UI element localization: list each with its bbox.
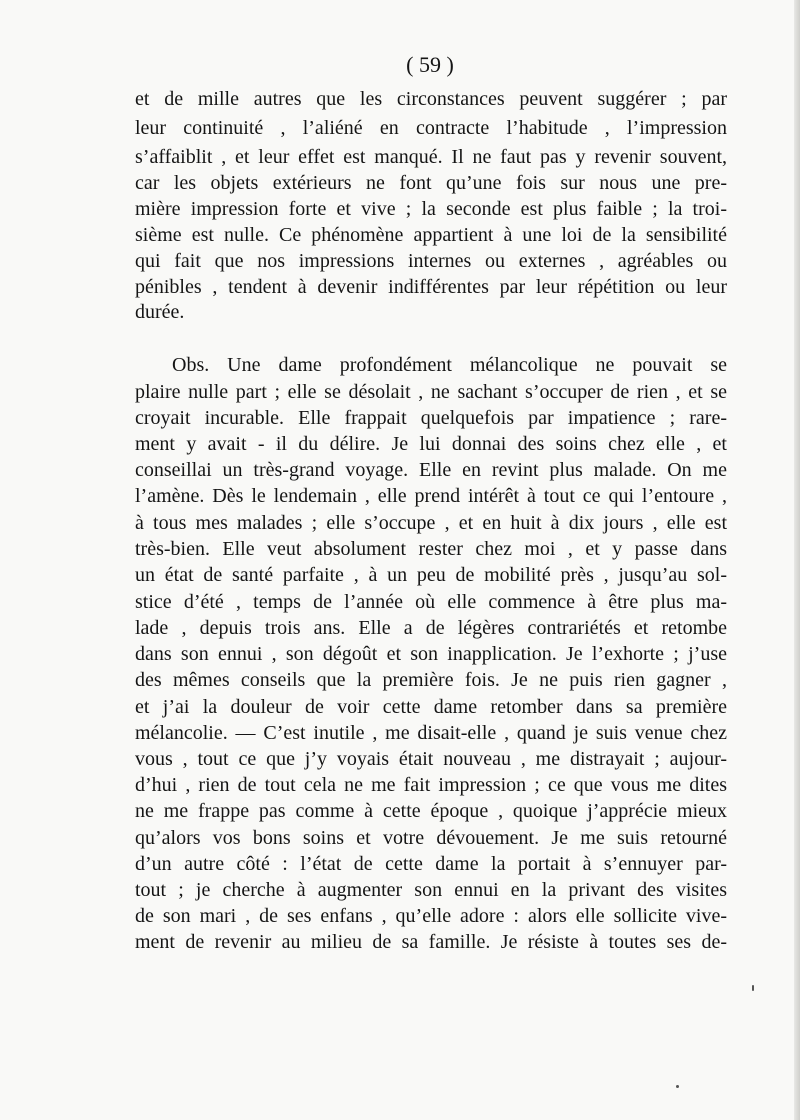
- paragraph-2-line: très-bien. Elle veut absolument rester chez moi , et y passe dans: [135, 538, 727, 560]
- paragraph-2-line: ment de revenir au milieu de sa famille. Je résiste à toutes ses de-: [135, 931, 727, 953]
- paragraph-1-line: pénibles , tendent à devenir indifférentes par leur répétition ou leur: [135, 276, 727, 298]
- paragraph-1-line: durée.: [135, 301, 185, 323]
- paragraph-2-line: dans son ennui , son dégoût et son inapplication. Je l’exhorte ; j’use: [135, 643, 727, 665]
- paragraph-2-line: plaire nulle part ; elle se désolait , ne sachant s’occuper de rien , et se: [135, 381, 727, 403]
- paragraph-2-line: stice d’été , temps de l’année où elle commence à être plus ma-: [135, 591, 727, 613]
- paragraph-2-line: mélancolie. — C’est inutile , me disait-elle , quand je suis venue chez: [135, 722, 727, 744]
- paragraph-2-line: Obs. Une dame profondément mélancolique ne pouvait se: [172, 354, 727, 376]
- page-number: ( 59 ): [406, 52, 454, 77]
- ink-speck: [752, 985, 754, 991]
- paragraph-2-line: tout ; je cherche à augmenter son ennui en la privant des visites: [135, 879, 727, 901]
- paragraph-1-line: sième est nulle. Ce phénomène appartient à une loi de la sensibilité: [135, 224, 727, 246]
- paragraph-2-line: de son mari , de ses enfans , qu’elle adore : alors elle sollicite vive-: [135, 905, 727, 927]
- paragraph-2-line: à tous mes malades ; elle s’occupe , et en huit à dix jours , elle est: [135, 512, 727, 534]
- paragraph-2-line: lade , depuis trois ans. Elle a de légères contrariétés et retombe: [135, 617, 727, 639]
- paragraph-2-line: un état de santé parfaite , à un peu de mobilité près , jusqu’au sol-: [135, 564, 727, 586]
- paragraph-2-line: ne me frappe pas comme à cette époque , quoique j’apprécie mieux: [135, 800, 727, 822]
- paragraph-1-line: leur continuité , l’aliéné en contracte l’habitude , l’impression: [135, 117, 727, 139]
- paragraph-2-line: d’hui , rien de tout cela ne me fait impression ; ce que vous me dites: [135, 774, 727, 796]
- paragraph-2-line: d’un autre côté : l’état de cette dame la portait à s’ennuyer par-: [135, 853, 727, 875]
- paragraph-2-line: qu’alors vos bons soins et votre dévouement. Je me suis retourné: [135, 827, 727, 849]
- paragraph-2-line: conseillai un très-grand voyage. Elle en revint plus malade. On me: [135, 459, 727, 481]
- paragraph-1-line: qui fait que nos impressions internes ou externes , agréables ou: [135, 250, 727, 272]
- paragraph-1-line: s’affaiblit , et leur effet est manqué. Il ne faut pas y revenir souvent,: [135, 146, 727, 168]
- paragraph-1-line: mière impression forte et vive ; la seconde est plus faible ; la troi-: [135, 198, 727, 220]
- paragraph-1-line: car les objets extérieurs ne font qu’une fois sur nous une pre-: [135, 172, 727, 194]
- paragraph-2-line: des mêmes conseils que la première fois. Je ne puis rien gagner ,: [135, 669, 727, 691]
- paragraph-1-line: et de mille autres que les circonstances peuvent suggérer ; par: [135, 88, 727, 110]
- ink-speck: [676, 1085, 679, 1088]
- paragraph-2-line: et j’ai la douleur de voir cette dame retomber dans sa première: [135, 696, 727, 718]
- paragraph-2-line: vous , tout ce que j’y voyais était nouveau , me distrayait ; aujour-: [135, 748, 727, 770]
- paragraph-2-line: ment y avait - il du délire. Je lui donnai des soins chez elle , et: [135, 433, 727, 455]
- paragraph-2-line: l’amène. Dès le lendemain , elle prend intérêt à tout ce qui l’entoure ,: [135, 485, 727, 507]
- page-edge: [794, 0, 800, 1120]
- paragraph-2-line: croyait incurable. Elle frappait quelquefois par impatience ; rare-: [135, 407, 727, 429]
